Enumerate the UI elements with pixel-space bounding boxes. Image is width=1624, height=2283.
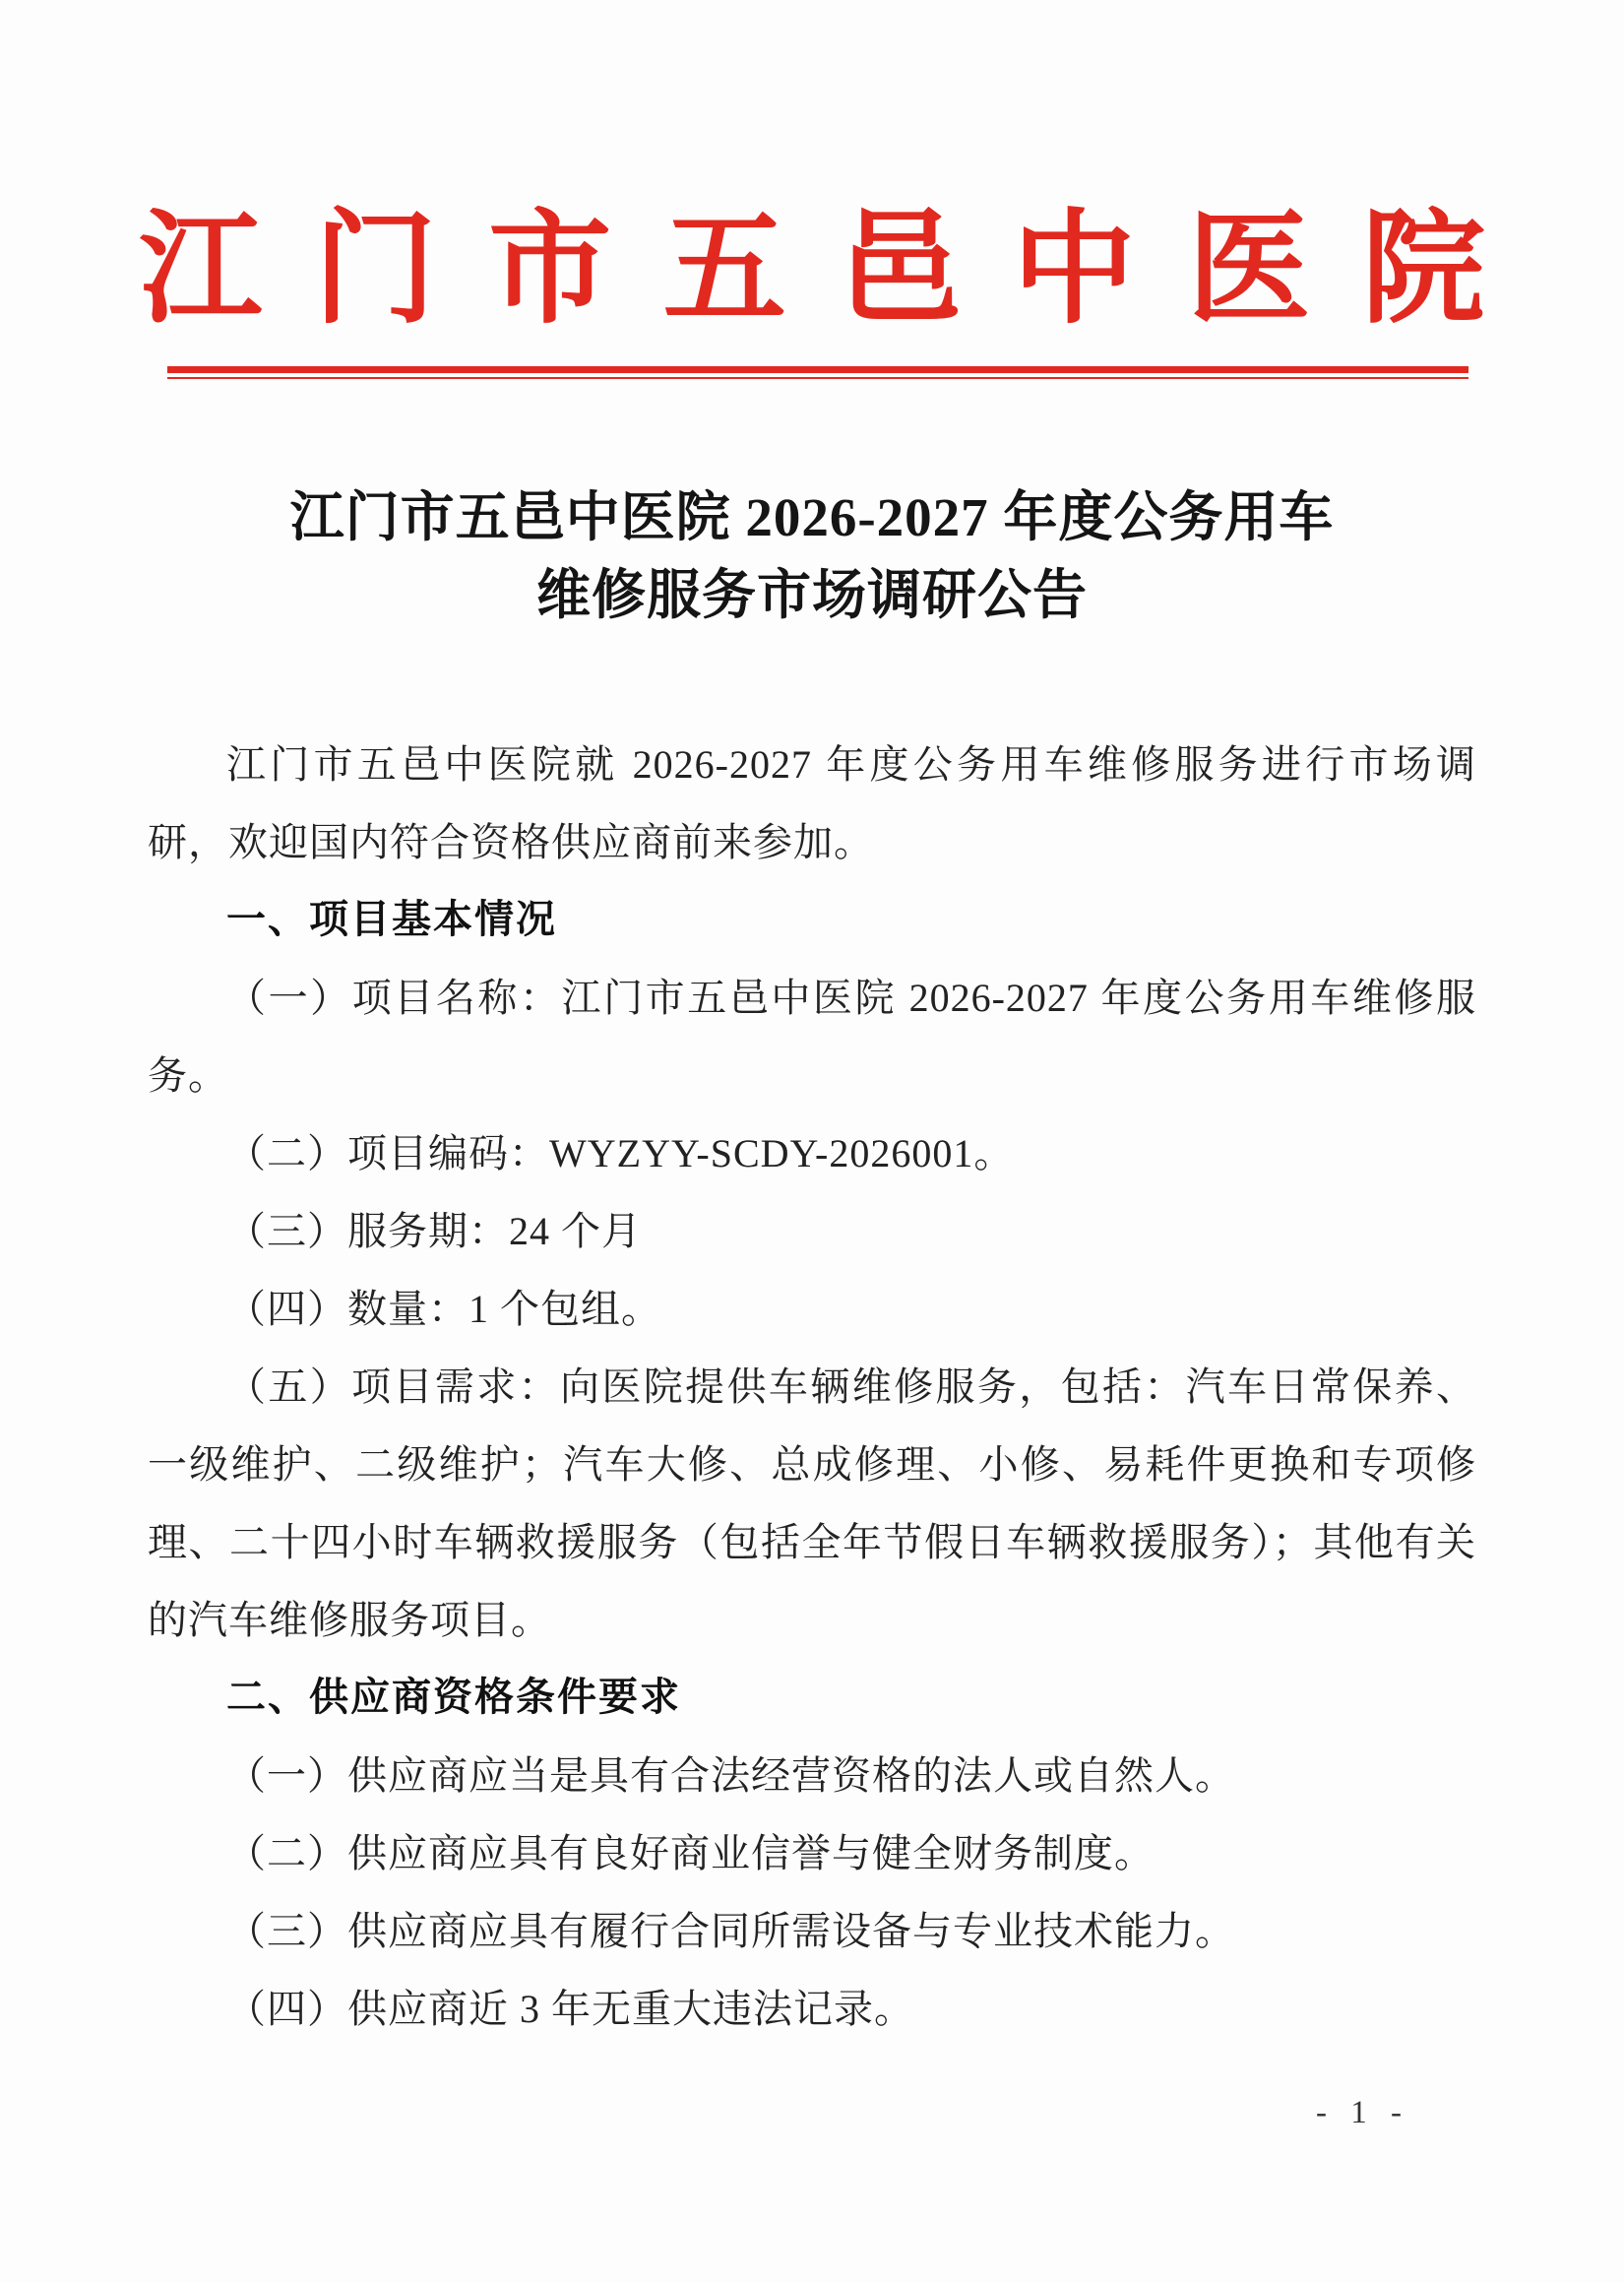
document-title-line2: 维修服务市场调研公告 xyxy=(535,565,1088,625)
letterhead-divider xyxy=(167,366,1468,379)
section1-item-3: （三）服务期：24 个月 xyxy=(226,1209,642,1253)
section1-item-5: （五）项目需求：向医院提供车辆维修服务，包括：汽车日常保养、一级维护、二级维护；汽车大修、总成修理、小修、易耗件更换和专项修理、二十四小时车辆救援服务（包括全年节假日车辆救援服务）；其他有关的汽车维修服务项目。 xyxy=(148,1364,1476,1642)
document-title-line1: 江门市五邑中医院 2026-2027 年度公务用车 xyxy=(289,487,1335,547)
section2-item-2: （二）供应商应具有良好商业信誉与健全财务制度。 xyxy=(226,1831,1155,1875)
section1-item-4: （四）数量：1 个包组。 xyxy=(226,1287,661,1331)
section1-heading: 一、项目基本情况 xyxy=(226,898,557,941)
intro-paragraph: 江门市五邑中医院就 2026-2027 年度公务用车维修服务进行市场调研，欢迎国内符合资格供应商前来参加。 xyxy=(148,742,1476,864)
document-body xyxy=(148,726,1476,2048)
section2-item-3: （三）供应商应具有履行合同所需设备与专业技术能力。 xyxy=(226,1909,1235,1953)
section2-heading: 二、供应商资格条件要求 xyxy=(226,1676,681,1719)
document-title xyxy=(0,478,1624,634)
section1-item-1: （一）项目名称：江门市五邑中医院 2026-2027 年度公务用车维修服务。 xyxy=(148,976,1476,1098)
section1-item-2: （二）项目编码：WYZYY-SCDY-2026001。 xyxy=(226,1131,1015,1175)
page-number: - 1 - xyxy=(1316,2095,1409,2130)
section2-item-4: （四）供应商近 3 年无重大违法记录。 xyxy=(226,1987,914,2031)
letterhead-title: 江门市五邑中医院 xyxy=(139,203,1537,339)
section2-item-1: （一）供应商应当是具有合法经营资格的法人或自然人。 xyxy=(226,1753,1235,1798)
